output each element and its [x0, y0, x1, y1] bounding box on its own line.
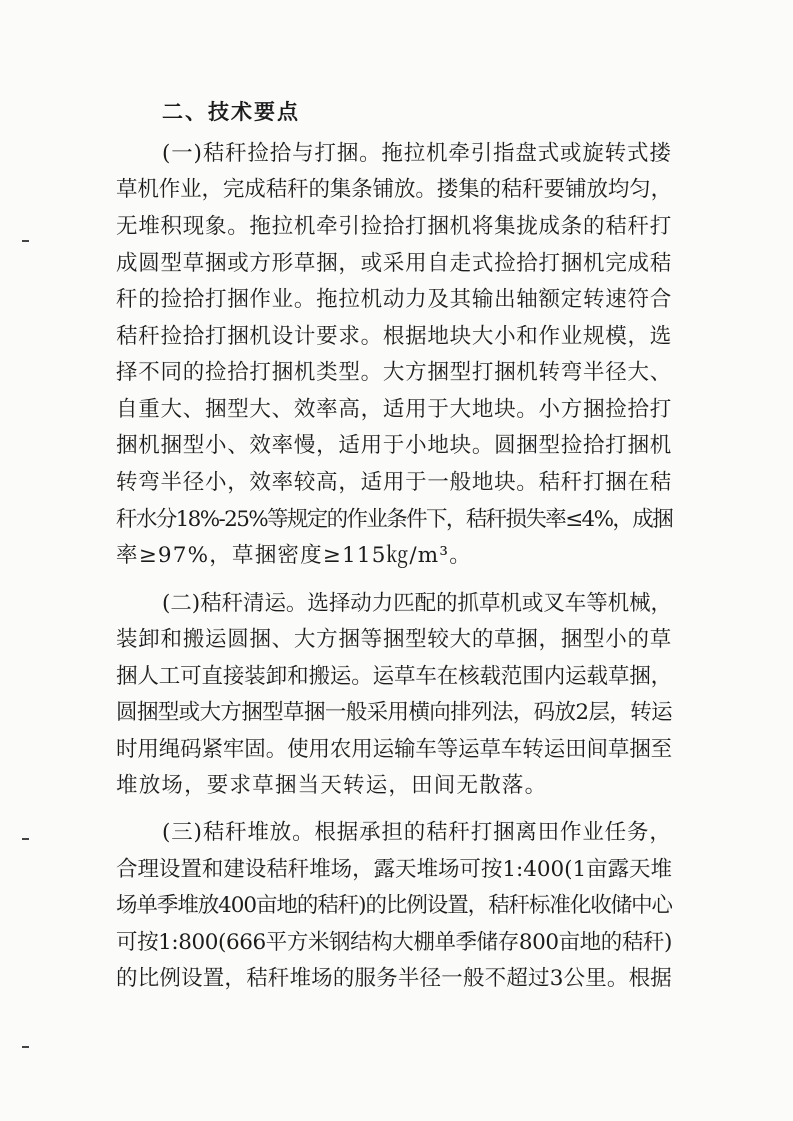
- paragraph-2-line: 捆人工可直接装卸和搬运。运草车在核载范围内运载草捆，: [116, 664, 672, 689]
- paragraph-1-line: 无堆积现象。拖拉机牵引捡拾打捆机将集拢成条的秸秆打: [116, 214, 672, 239]
- binding-mark: [22, 1046, 29, 1048]
- paragraph-3-line: 可按1:800(666平方米钢结构大棚单季储存800亩地的秸秆): [116, 930, 672, 955]
- paragraph-3-line: 合理设置和建设秸秆堆场，露天堆场可按1:400(1亩露天堆: [116, 857, 672, 882]
- paragraph-3-line: (三)秸秆堆放。根据承担的秸秆打捆离田作业任务，: [162, 820, 672, 845]
- paragraph-2-line: 时用绳码紧牢固。使用农用运输车等运草车转运田间草捆至: [116, 737, 672, 762]
- paragraph-2-line: 圆捆型或大方捆型草捆一般采用横向排列法，码放2层，转运: [116, 700, 672, 725]
- paragraph-3-line: 场单季堆放400亩地的秸秆)的比例设置，秸秆标准化收储中心: [116, 893, 672, 918]
- paragraph-1-line: 成圆型草捆或方形草捆，或采用自走式捡拾打捆机完成秸: [116, 251, 672, 276]
- paragraph-1-line: 转弯半径小，效率较高，适用于一般地块。秸秆打捆在秸: [116, 470, 672, 495]
- paragraph-1-line: 秸秆捡拾打捆机设计要求。根据地块大小和作业规模，选: [116, 324, 672, 349]
- paragraph-1-line: 捆机捆型小、效率慢，适用于小地块。圆捆型捡拾打捆机: [116, 433, 672, 458]
- paragraph-1-line: 率≥97%，草捆密度≥115㎏/m³。: [116, 543, 472, 568]
- paragraph-2-line: 装卸和搬运圆捆、大方捆等捆型较大的草捆，捆型小的草: [116, 627, 672, 652]
- paragraph-1-line: 自重大、捆型大、效率高，适用于大地块。小方捆捡拾打: [116, 397, 672, 422]
- section-heading: 二、技术要点: [162, 100, 300, 124]
- paragraph-2-line: 堆放场，要求草捆当天转运，田间无散落。: [116, 773, 548, 798]
- paragraph-3-line: 的比例设置，秸秆堆场的服务半径一般不超过3公里。根据: [116, 966, 672, 991]
- paragraph-1-line: 秆水分18%-25%等规定的作业条件下，秸秆损失率≤4%，成捆: [116, 507, 672, 532]
- paragraph-1-line: 择不同的捡拾打捆机类型。大方捆型打捆机转弯半径大、: [116, 360, 672, 385]
- paragraph-1-line: 草机作业，完成秸秆的集条铺放。搂集的秸秆要铺放均匀，: [116, 177, 672, 202]
- paragraph-1-line: 秆的捡拾打捆作业。拖拉机动力及其输出轴额定转速符合: [116, 287, 672, 312]
- paragraph-2-line: (二)秸秆清运。选择动力匹配的抓草机或叉车等机械，: [162, 591, 672, 616]
- paragraph-1-line: (一)秸秆捡拾与打捆。拖拉机牵引指盘式或旋转式搂: [162, 141, 672, 166]
